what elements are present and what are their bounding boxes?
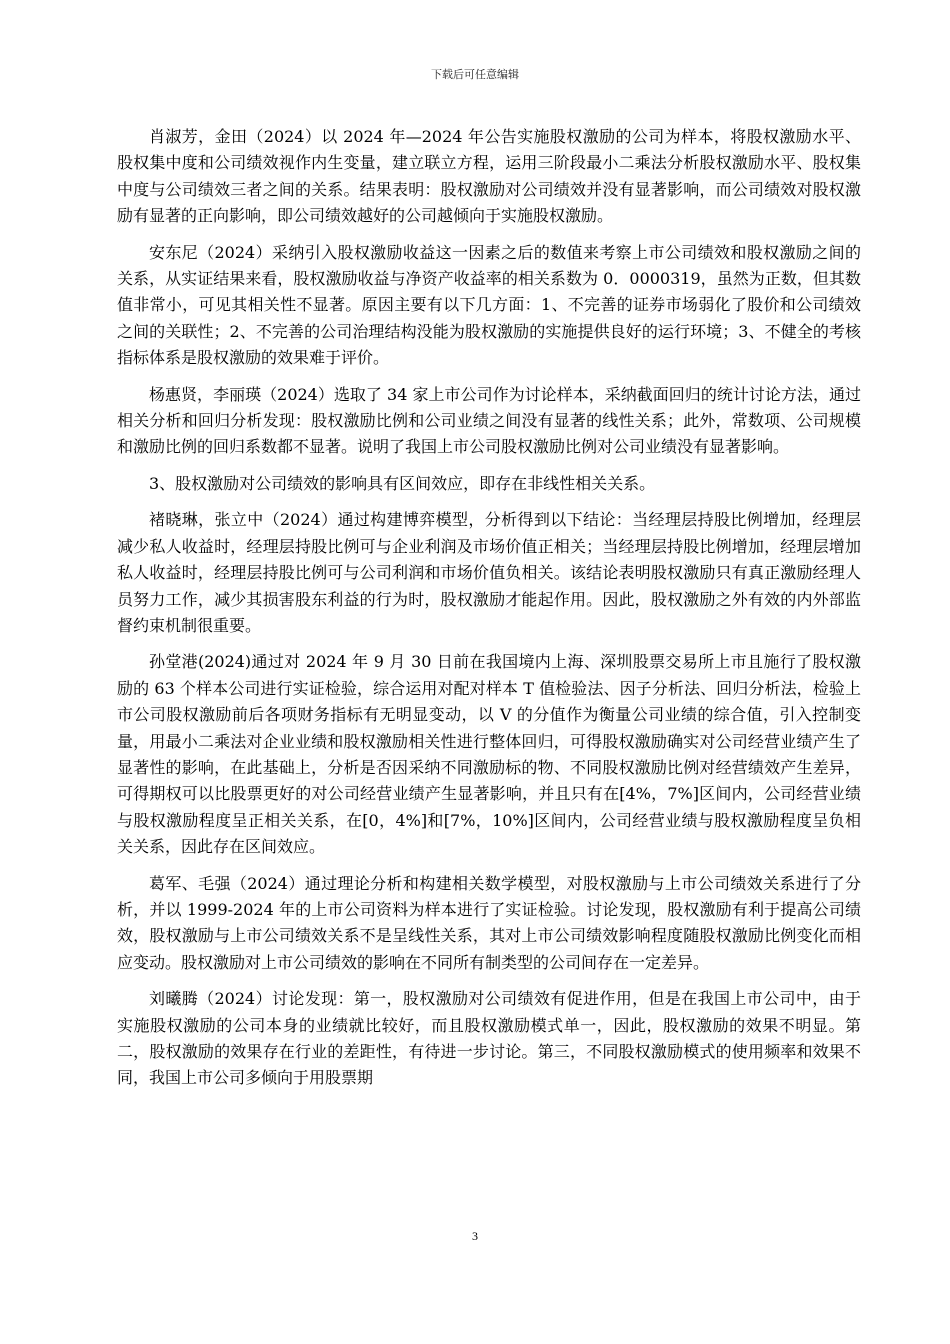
section-heading: 3、股权激励对公司绩效的影响具有区间效应，即存在非线性相关关系。 xyxy=(149,473,656,493)
paragraph: 杨惠贤，李丽瑛（2024）选取了 34 家上市公司作为讨论样本，采纳截面回归的统计讨论方法，通过相关分析和回归分析发现：股权激励比例和公司业绩之间没有显著的线性关系；此外，常数项、公司规模和激励比例的回归系数都不显著。说明了我国上市公司股权激励比例对公司业绩没有显著影响。 xyxy=(117,384,861,457)
paragraph: 孙堂港(2024)通过对 2024 年 9 月 30 日前在我国境内上海、深圳股票交易所上市且施行了股权激励的 63 个样本公司进行实证检验，综合运用对配对样本 T 值检验法、因子分析法、回归分析法，检验上市公司股权激励前后各项财务指标有无明显变动，以 V 的分值作为衡量公司业绩的综合值，引入控制变量，用最小二乘法对企业业绩和股权激励相关性进行整体回归，可得股权激励确实对公司经营业绩产生了显著性的影响，在此基础上，分析是否因采纳不同激励标的物、不同股权激励比例对经营绩效产生差异，可得期权可以比股票更好的对公司经营业绩产生显著影响，并且只有在[4%，7%]区间内，公司经营业绩与股权激励程度呈正相关关系，在[0，4%]和[7%，10%]区间内，公司经营业绩与股权激励程度呈负相关关系，因此存在区间效应。 xyxy=(117,652,861,857)
paragraph: 褚晓琳，张立中（2024）通过构建博弈模型，分析得到以下结论：当经理层持股比例增加，经理层减少私人收益时，经理层持股比例可与企业利润及市场价值正相关；当经理层持股比例增加，经理层增加私人收益时，经理层持股比例可与公司利润和市场价值负相关。该结论表明股权激励只有真正激励经理人员努力工作，减少其损害股东利益的行为时，股权激励才能起作用。因此，股权激励之外有效的内外部监督约束机制很重要。 xyxy=(117,510,861,635)
page-number: 3 xyxy=(472,1229,478,1243)
paragraph: 肖淑芳，金田（2024）以 2024 年—2024 年公告实施股权激励的公司为样本，将股权激励水平、股权集中度和公司绩效视作内生变量，建立联立方程，运用三阶段最小二乘法分析股权激励水平、股权集中度与公司绩效三者之间的关系。结果表明：股权激励对公司绩效并没有显著影响，而公司绩效对股权激励有显著的正向影响，即公司绩效越好的公司越倾向于实施股权激励。 xyxy=(117,127,861,226)
page-header: 下载后可任意编辑 xyxy=(431,68,519,81)
paragraph: 安东尼（2024）采纳引入股权激励收益这一因素之后的数值来考察上市公司绩效和股权激励之间的关系，从实证结果来看，股权激励收益与净资产收益率的相关系数为 0．0000319，虽然为正数，但其数值非常小，可见其相关性不显著。原因主要有以下几方面：1、不完善的证券市场弱化了股价和公司绩效之间的关联性；2、不完善的公司治理结构没能为股权激励的实施提供良好的运行环境；3、不健全的考核指标体系是股权激励的效果难于评价。 xyxy=(117,242,861,368)
paragraph: 刘曦腾（2024）讨论发现：第一，股权激励对公司绩效有促进作用，但是在我国上市公司中，由于实施股权激励的公司本身的业绩就比较好，而且股权激励模式单一，因此，股权激励的效果不明显。第二，股权激励的效果存在行业的差距性，有待进一步讨论。第三，不同股权激励模式的使用频率和效果不同，我国上市公司多倾向于用股票期 xyxy=(117,989,861,1088)
document-body xyxy=(117,124,861,1102)
paragraph: 葛军、毛强（2024）通过理论分析和构建相关数学模型，对股权激励与上市公司绩效关系进行了分析，并以 1999-2024 年的上市公司资料为样本进行了实证检验。讨论发现，股权激励有利于提高公司绩效，股权激励与上市公司绩效关系不是呈线性关系，其对上市公司绩效影响程度随股权激励比例变化而相应变动。股权激励对上市公司绩效的影响在不同所有制类型的公司间存在一定差异。 xyxy=(117,873,861,972)
